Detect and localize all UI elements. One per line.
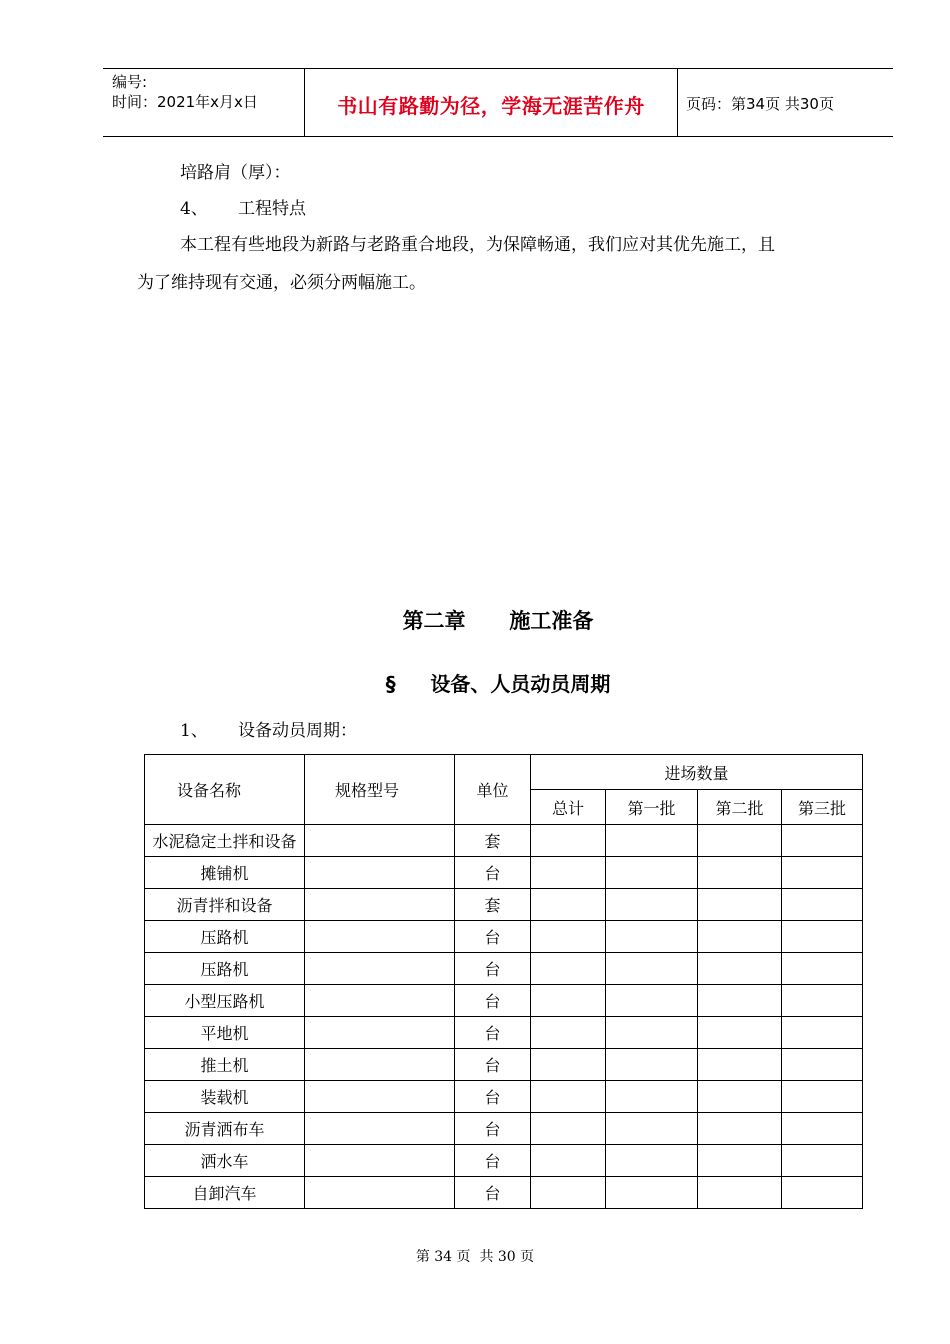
batch-1-cell: [606, 1081, 698, 1113]
batch-2-cell: [698, 857, 782, 889]
equipment-name-cell: 推土机: [145, 1049, 305, 1081]
batch-1-cell: [606, 921, 698, 953]
batch-3-cell: [782, 825, 863, 857]
spec-cell: [305, 825, 455, 857]
header-page-number: 页码：第34页 共30页: [686, 95, 834, 113]
batch-2-cell: [698, 1113, 782, 1145]
batch-1-cell: [606, 1017, 698, 1049]
header-divider-right: [677, 68, 678, 136]
batch-3-cell: [782, 985, 863, 1017]
spec-cell: [305, 953, 455, 985]
equipment-name-cell: 沥青拌和设备: [145, 889, 305, 921]
batch-1-cell: [606, 953, 698, 985]
spec-cell: [305, 1177, 455, 1209]
equipment-name-cell: 沥青洒布车: [145, 1113, 305, 1145]
unit-cell: 台: [455, 1145, 531, 1177]
batch-1-cell: [606, 985, 698, 1017]
batch-1-cell: [606, 1049, 698, 1081]
table-row: [145, 1145, 863, 1177]
spec-cell: [305, 889, 455, 921]
equipment-table: [144, 754, 863, 1209]
batch-2-cell: [698, 953, 782, 985]
batch-2-cell: [698, 1145, 782, 1177]
header-batch-3: 第三批: [782, 790, 863, 825]
batch-1-cell: [606, 1177, 698, 1209]
item-1-heading: 设备动员周期：: [238, 721, 357, 741]
unit-cell: 台: [455, 1049, 531, 1081]
item-4-number: 4、: [180, 199, 208, 219]
unit-cell: 台: [455, 953, 531, 985]
batch-2-cell: [698, 1177, 782, 1209]
batch-3-cell: [782, 1049, 863, 1081]
batch-1-cell: [606, 1113, 698, 1145]
total-cell: [531, 1177, 606, 1209]
document-number: 编号:: [112, 73, 148, 91]
header-bottom-rule: [103, 136, 893, 137]
road-shoulder-line: 培路肩（厚）：: [180, 163, 291, 183]
batch-3-cell: [782, 857, 863, 889]
unit-cell: 套: [455, 889, 531, 921]
header-unit: 单位: [455, 755, 531, 825]
batch-2-cell: [698, 1081, 782, 1113]
equipment-name-cell: 小型压路机: [145, 985, 305, 1017]
batch-2-cell: [698, 985, 782, 1017]
total-cell: [531, 1081, 606, 1113]
table-row: [145, 1081, 863, 1113]
table-row: [145, 985, 863, 1017]
batch-3-cell: [782, 921, 863, 953]
total-cell: [531, 953, 606, 985]
batch-2-cell: [698, 921, 782, 953]
total-cell: [531, 985, 606, 1017]
batch-1-cell: [606, 825, 698, 857]
section-title: § 设备、人员动员周期: [385, 672, 611, 696]
spec-cell: [305, 1049, 455, 1081]
batch-3-cell: [782, 1113, 863, 1145]
spec-cell: [305, 985, 455, 1017]
table-row: [145, 953, 863, 985]
chapter-title: 第二章 施工准备: [402, 609, 594, 633]
equipment-name-cell: 摊铺机: [145, 857, 305, 889]
table-row: [145, 1177, 863, 1209]
equipment-name-cell: 压路机: [145, 921, 305, 953]
equipment-name-cell: 洒水车: [145, 1145, 305, 1177]
item-1-number: 1、: [180, 721, 208, 741]
batch-1-cell: [606, 889, 698, 921]
table-row: [145, 857, 863, 889]
table-row: [145, 889, 863, 921]
equipment-name-cell: 压路机: [145, 953, 305, 985]
unit-cell: 台: [455, 1113, 531, 1145]
total-cell: [531, 921, 606, 953]
header-top-rule: [103, 68, 893, 69]
equipment-name-cell: 水泥稳定土拌和设备: [145, 825, 305, 857]
spec-cell: [305, 857, 455, 889]
table-row: [145, 921, 863, 953]
header-total: 总计: [531, 790, 606, 825]
table-row: [145, 1017, 863, 1049]
header-batch-1: 第一批: [606, 790, 698, 825]
batch-1-cell: [606, 857, 698, 889]
page-footer: 第 34 页 共 30 页: [415, 1249, 535, 1265]
spec-cell: [305, 1113, 455, 1145]
table-row: [145, 1113, 863, 1145]
unit-cell: 台: [455, 921, 531, 953]
batch-2-cell: [698, 825, 782, 857]
unit-cell: 台: [455, 985, 531, 1017]
spec-cell: [305, 1017, 455, 1049]
table-row: [145, 825, 863, 857]
header-motto: 书山有路勤为径，学海无涯苦作舟: [337, 94, 645, 118]
batch-3-cell: [782, 1177, 863, 1209]
batch-3-cell: [782, 889, 863, 921]
unit-cell: 台: [455, 1177, 531, 1209]
total-cell: [531, 857, 606, 889]
item-4-heading: 工程特点: [238, 199, 306, 219]
spec-cell: [305, 921, 455, 953]
batch-3-cell: [782, 1017, 863, 1049]
equipment-name-cell: 平地机: [145, 1017, 305, 1049]
header-equipment-name: 设备名称: [145, 755, 305, 825]
total-cell: [531, 1049, 606, 1081]
paragraph-line-2: 为了维持现有交通，必须分两幅施工。: [137, 273, 426, 293]
unit-cell: 套: [455, 825, 531, 857]
total-cell: [531, 1017, 606, 1049]
header-quantity: 进场数量: [531, 755, 863, 790]
header-spec-model: 规格型号: [305, 755, 455, 825]
total-cell: [531, 1113, 606, 1145]
document-date: 时间：2021年x月x日: [112, 93, 258, 111]
batch-2-cell: [698, 1017, 782, 1049]
batch-2-cell: [698, 889, 782, 921]
total-cell: [531, 1145, 606, 1177]
unit-cell: 台: [455, 857, 531, 889]
spec-cell: [305, 1145, 455, 1177]
batch-1-cell: [606, 1145, 698, 1177]
equipment-name-cell: 装载机: [145, 1081, 305, 1113]
batch-3-cell: [782, 1081, 863, 1113]
unit-cell: 台: [455, 1081, 531, 1113]
paragraph-line-1: 本工程有些地段为新路与老路重合地段，为保障畅通，我们应对其优先施工，且: [180, 235, 775, 255]
batch-2-cell: [698, 1049, 782, 1081]
unit-cell: 台: [455, 1017, 531, 1049]
total-cell: [531, 825, 606, 857]
header-meta: [112, 72, 258, 112]
equipment-name-cell: 自卸汽车: [145, 1177, 305, 1209]
batch-3-cell: [782, 1145, 863, 1177]
header-batch-2: 第二批: [698, 790, 782, 825]
batch-3-cell: [782, 953, 863, 985]
spec-cell: [305, 1081, 455, 1113]
total-cell: [531, 889, 606, 921]
table-row: [145, 1049, 863, 1081]
